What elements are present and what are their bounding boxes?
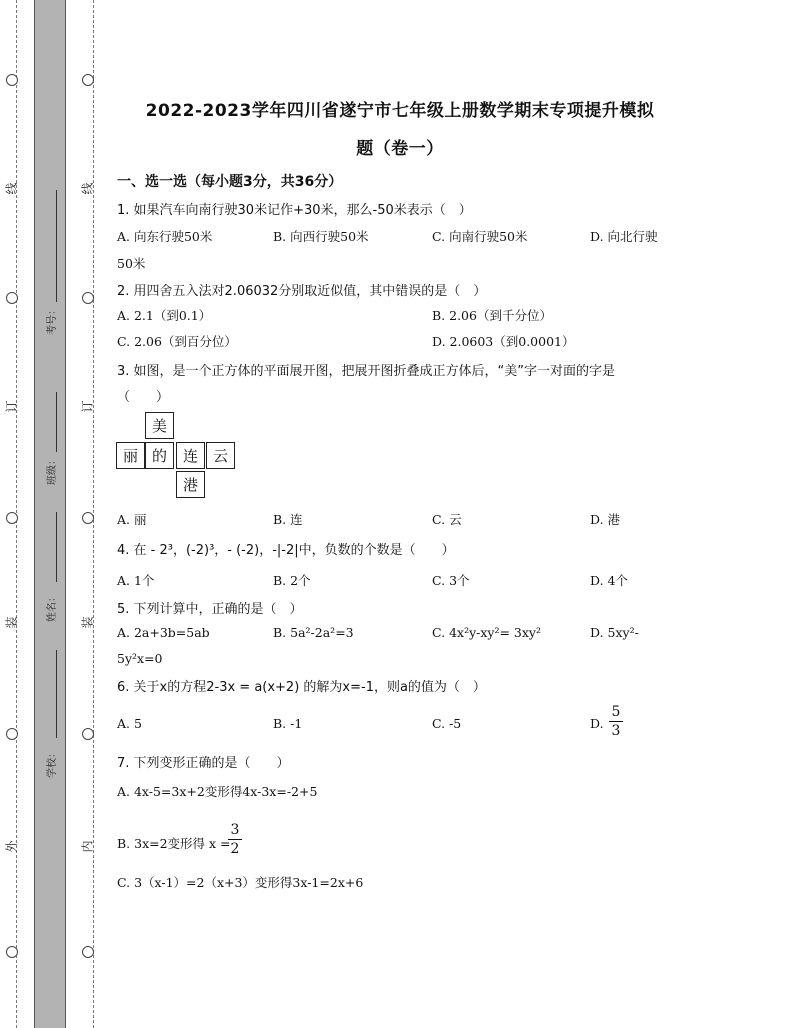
- q1-option-d-continued: 50米: [117, 256, 146, 271]
- q2-option-a[interactable]: A. 2.1（到0.1）: [117, 308, 212, 323]
- q1-option-d[interactable]: D. 向北行驶: [590, 229, 658, 244]
- q1-option-b[interactable]: B. 向西行驶50米: [273, 229, 369, 244]
- punch-hole-circle: [6, 728, 18, 740]
- name-label: 姓名：: [47, 592, 58, 622]
- outer-char-zhuang: 装: [4, 616, 19, 629]
- q3-option-c[interactable]: C. 云: [432, 512, 462, 527]
- punch-hole-circle: [6, 292, 18, 304]
- question-1: 1. 如果汽车向南行驶30米记作+30米，那么-50米表示（ ）: [117, 203, 472, 218]
- q7-fraction-numerator: 3: [230, 822, 240, 838]
- q4-option-a[interactable]: A. 1个: [117, 573, 155, 588]
- q7-fraction-denominator: 2: [230, 841, 240, 857]
- grey-binding-strip: [34, 0, 66, 1028]
- outer-char-ding: 订: [4, 400, 19, 413]
- q4-option-d[interactable]: D. 4个: [590, 573, 628, 588]
- q6-option-c[interactable]: C. -5: [432, 716, 462, 731]
- q7-option-b-label: B. 3x=2变形得 x =: [117, 836, 231, 851]
- net-cell-yun: 云: [206, 442, 235, 469]
- inner-char-nei: 内: [80, 840, 95, 853]
- section-heading: 一、选一选（每小题3分，共36分）: [117, 174, 343, 190]
- fraction-bar: [609, 721, 623, 722]
- q5-option-d-continued: 5y²x=0: [117, 651, 163, 666]
- page-title-line1: 2022-2023学年四川省遂宁市七年级上册数学期末专项提升模拟: [145, 101, 655, 121]
- net-cell-li: 丽: [116, 442, 145, 469]
- exam-number-field[interactable]: [56, 190, 57, 302]
- outer-char-wai: 外: [4, 840, 19, 853]
- inner-char-xian: 线: [80, 182, 95, 195]
- name-field[interactable]: [56, 512, 57, 582]
- class-label: 班级：: [47, 455, 58, 485]
- outer-char-xian: 线: [4, 182, 19, 195]
- q5-option-b[interactable]: B. 5a²-2a²=3: [273, 625, 354, 640]
- inner-char-ding: 订: [80, 400, 95, 413]
- punch-hole-circle: [82, 292, 94, 304]
- page-title-line2: 题（卷一）: [356, 139, 444, 159]
- punch-hole-circle: [6, 512, 18, 524]
- punch-hole-circle: [6, 74, 18, 86]
- punch-hole-circle: [82, 946, 94, 958]
- net-cell-lian: 连: [176, 442, 205, 469]
- question-7: 7. 下列变形正确的是（ ）: [117, 756, 290, 771]
- punch-hole-circle: [82, 74, 94, 86]
- q6-option-d-label: D.: [590, 716, 604, 731]
- question-2: 2. 用四舍五入法对2.06032分别取近似值，其中错误的是（ ）: [117, 284, 487, 299]
- q6-option-b[interactable]: B. -1: [273, 716, 303, 731]
- q5-option-d[interactable]: D. 5xy²-: [590, 625, 639, 640]
- q5-option-a[interactable]: A. 2a+3b=5ab: [117, 625, 210, 640]
- q2-option-b[interactable]: B. 2.06（到千分位）: [432, 308, 552, 323]
- fraction-bar: [228, 839, 242, 840]
- q5-option-c[interactable]: C. 4x²y-xy²= 3xy²: [432, 625, 542, 640]
- question-5: 5. 下列计算中，正确的是（ ）: [117, 602, 303, 617]
- net-cell-de: 的: [145, 442, 174, 469]
- q3-option-d[interactable]: D. 港: [590, 512, 621, 527]
- q7-option-a[interactable]: A. 4x-5=3x+2变形得4x-3x=-2+5: [117, 784, 318, 799]
- q1-option-c[interactable]: C. 向南行驶50米: [432, 229, 528, 244]
- question-4: 4. 在 - 2³，(-2)³，- (-2)，-|-2|中，负数的个数是（ ）: [117, 543, 455, 558]
- q3-option-b[interactable]: B. 连: [273, 512, 303, 527]
- q6-option-d-fraction: [609, 704, 623, 739]
- inner-char-zhuang: 装: [80, 616, 95, 629]
- school-label: 学校：: [47, 748, 58, 778]
- exam-number-label: 考号：: [47, 305, 58, 335]
- net-cell-mei: 美: [145, 412, 174, 439]
- q6-option-a[interactable]: A. 5: [117, 716, 142, 731]
- punch-hole-circle: [6, 946, 18, 958]
- q6-fraction-denominator: 3: [611, 723, 621, 739]
- class-field[interactable]: [56, 392, 57, 452]
- punch-hole-circle: [82, 728, 94, 740]
- q2-option-d[interactable]: D. 2.0603（到0.0001）: [432, 334, 575, 349]
- q4-option-b[interactable]: B. 2个: [273, 573, 311, 588]
- q3-option-a[interactable]: A. 丽: [117, 512, 147, 527]
- question-6: 6. 关于x的方程2-3x = a(x+2) 的解为x=-1，则a的值为（ ）: [117, 680, 486, 695]
- q7-option-c[interactable]: C. 3（x-1）=2（x+3）变形得3x-1=2x+6: [117, 875, 364, 890]
- q6-fraction-numerator: 5: [611, 704, 621, 720]
- question-3-continued: （ ）: [117, 390, 170, 405]
- question-3: 3. 如图，是一个正方体的平面展开图，把展开图折叠成正方体后，“美”字一对面的字是: [117, 364, 616, 379]
- q7-option-b-fraction: [228, 822, 242, 857]
- school-field[interactable]: [56, 650, 57, 738]
- net-cell-gang: 港: [176, 471, 205, 498]
- q4-option-c[interactable]: C. 3个: [432, 573, 470, 588]
- punch-hole-circle: [82, 512, 94, 524]
- q2-option-c[interactable]: C. 2.06（到百分位）: [117, 334, 237, 349]
- q1-option-a[interactable]: A. 向东行驶50米: [117, 229, 213, 244]
